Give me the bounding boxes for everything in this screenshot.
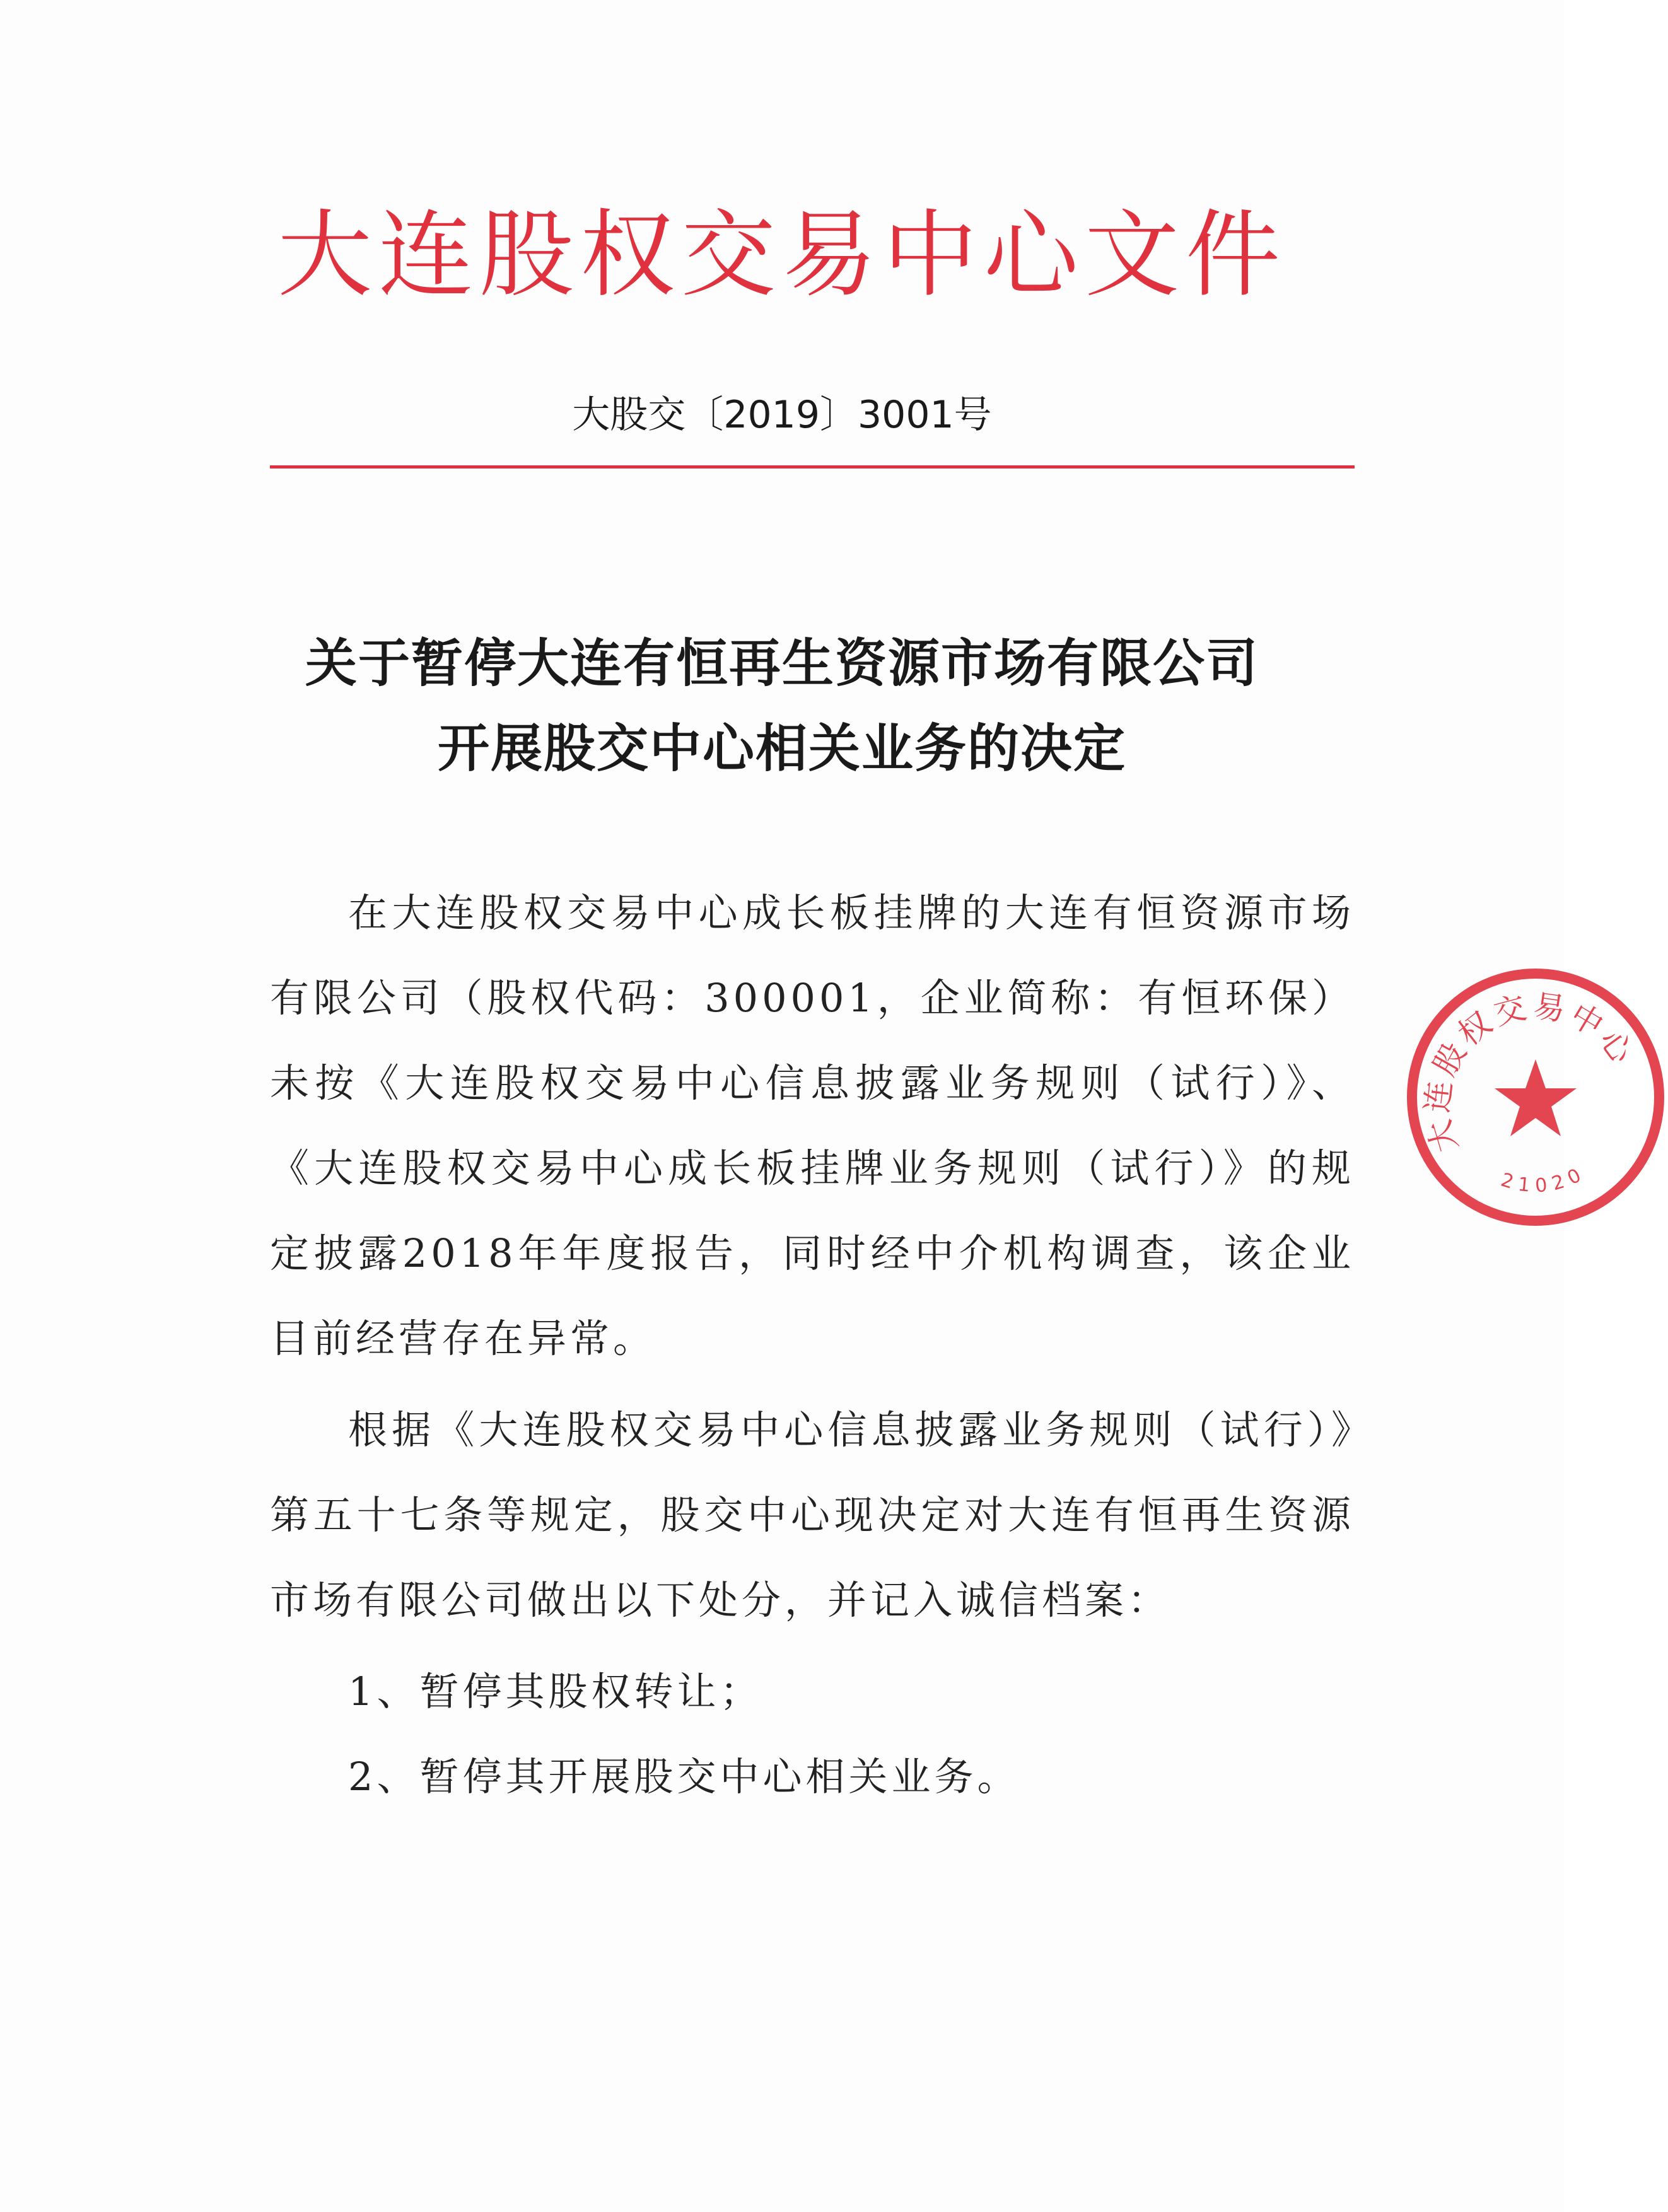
title-line-2: 开展股交中心相关业务的决定 [437, 719, 1126, 779]
document-title [0, 621, 1564, 791]
svg-text:21020 [1498, 1161, 1590, 1197]
official-seal-stamp [1403, 965, 1668, 1230]
body-paragraph-1: 在大连股权交易中心成长板挂牌的大连有恒资源市场有限公司（股权代码：300001，企业简称：有恒环保）未按《大连股权交易中心信息披露业务规则（试行）》、《大连股权交易中心成长板挂牌业务规则（试行）》的规定披露2018年年度报告，同时经中介机构调查，该企业目前经营存在异常。 [270, 890, 1355, 1361]
seal-text: 大连股权交易中心 [1418, 987, 1643, 1156]
star-icon [1495, 1059, 1577, 1136]
seal-code: 21020 [1498, 1161, 1590, 1197]
list-item-2: 2、暂停其开展股交中心相关业务。 [348, 1754, 1020, 1800]
red-divider-line [270, 465, 1355, 469]
list-item-1: 1、暂停其股权转让； [348, 1668, 763, 1714]
document-body [270, 870, 1355, 1819]
letterhead-title: 大连股权交易中心文件 [277, 201, 1286, 310]
document-number: 大股交〔2019〕3001号 [572, 393, 992, 437]
body-paragraph-2: 根据《大连股权交易中心信息披露业务规则（试行）》第五十七条等规定，股交中心现决定对大连有恒再生资源市场有限公司做出以下处分，并记入诚信档案： [270, 1407, 1355, 1623]
title-line-1: 关于暂停大连有恒再生资源市场有限公司 [305, 634, 1259, 694]
